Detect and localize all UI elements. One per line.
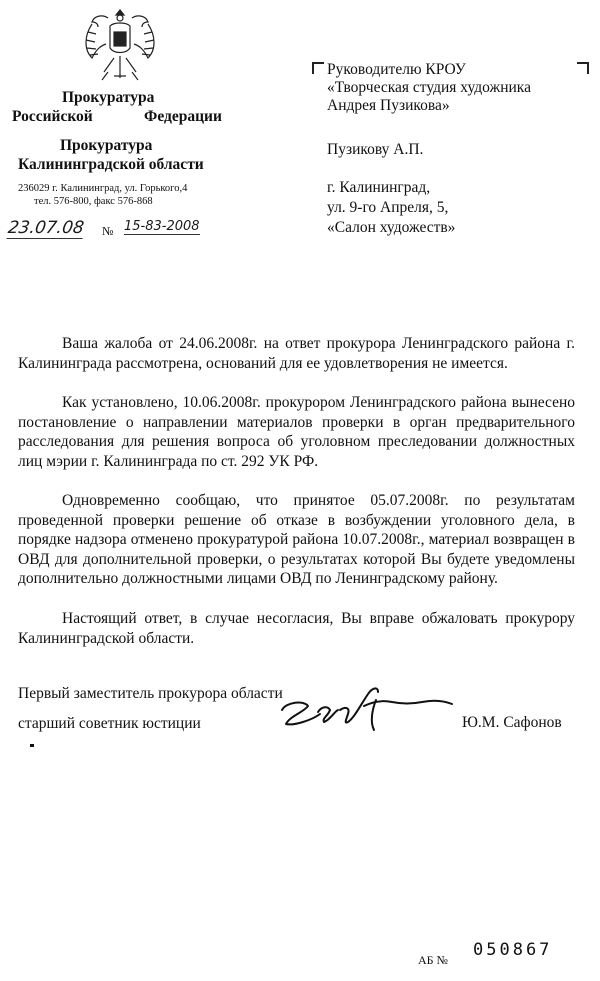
address-corner-right	[577, 62, 589, 74]
agency-title-line2a: Российской	[12, 108, 93, 125]
form-series-label: АБ №	[418, 953, 449, 967]
body-paragraph-1: Ваша жалоба от 24.06.2008г. на ответ прокурора Ленинградского района г. Калининграда рассмотрена, оснований для ее удовлетворения не имеется.	[18, 335, 575, 372]
letter-number: 15-83-2008	[124, 219, 200, 234]
body-paragraph-2: Как установлено, 10.06.2008г. прокурором Ленинградского района вынесено постановление о направлении материалов проверки в орган предварительного расследования для решения вопроса об уголовном преследовании должностных лиц мэрии г. Калининграда по ст. 292 УК РФ.	[18, 394, 575, 470]
agency-title-line3: Прокуратура	[60, 137, 153, 154]
body-paragraph-4: Настоящий ответ, в случае несогласия, Вы вправе обжаловать прокурору Калининградской области.	[18, 610, 575, 647]
stray-mark	[30, 744, 34, 747]
coat-of-arms-eagle-icon	[78, 6, 162, 86]
agency-title-line2b: Федерации	[144, 108, 222, 125]
letter-date: 23.07.08	[6, 218, 86, 238]
agency-title-line4: Калининградской области	[18, 156, 204, 173]
signatory-position: Первый заместитель прокурора области	[18, 685, 283, 702]
address-corner-left	[312, 62, 324, 74]
recipient-city: г. Калининград,	[327, 179, 431, 196]
signatory-rank: старший советник юстиции	[18, 715, 201, 732]
recipient-line2: «Творческая студия художника	[327, 79, 531, 96]
signatory-name: Ю.М. Сафонов	[462, 714, 562, 731]
agency-title-line1: Прокуратура	[62, 89, 155, 106]
agency-phones: тел. 576-800, факс 576-868	[34, 196, 153, 207]
handwritten-signature-icon	[268, 670, 468, 750]
recipient-venue: «Салон художеств»	[327, 219, 456, 236]
recipient-line1: Руководителю КРОУ	[327, 61, 466, 78]
recipient-name: Пузикову А.П.	[327, 141, 424, 158]
recipient-line3: Андрея Пузикова»	[327, 97, 450, 114]
agency-address: 236029 г. Калининград, ул. Горького,4	[18, 183, 188, 194]
form-serial-number: 050867	[473, 940, 553, 960]
body-paragraph-3: Одновременно сообщаю, что принятое 05.07.2008г. по результатам проведенной проверки решение об отказе в возбуждении уголовного дела, в порядке надзора отменено прокуратурой района 10.07.2008г., материал возвращен в ОВД для дополнительной проверки, о результатах которой Вы будете уведомлены дополнительно должностными лицами ОВД по Ленинградскому району.	[18, 492, 575, 587]
recipient-street: ул. 9-го Апреля, 5,	[327, 199, 449, 216]
letter-number-label: №	[102, 224, 114, 238]
